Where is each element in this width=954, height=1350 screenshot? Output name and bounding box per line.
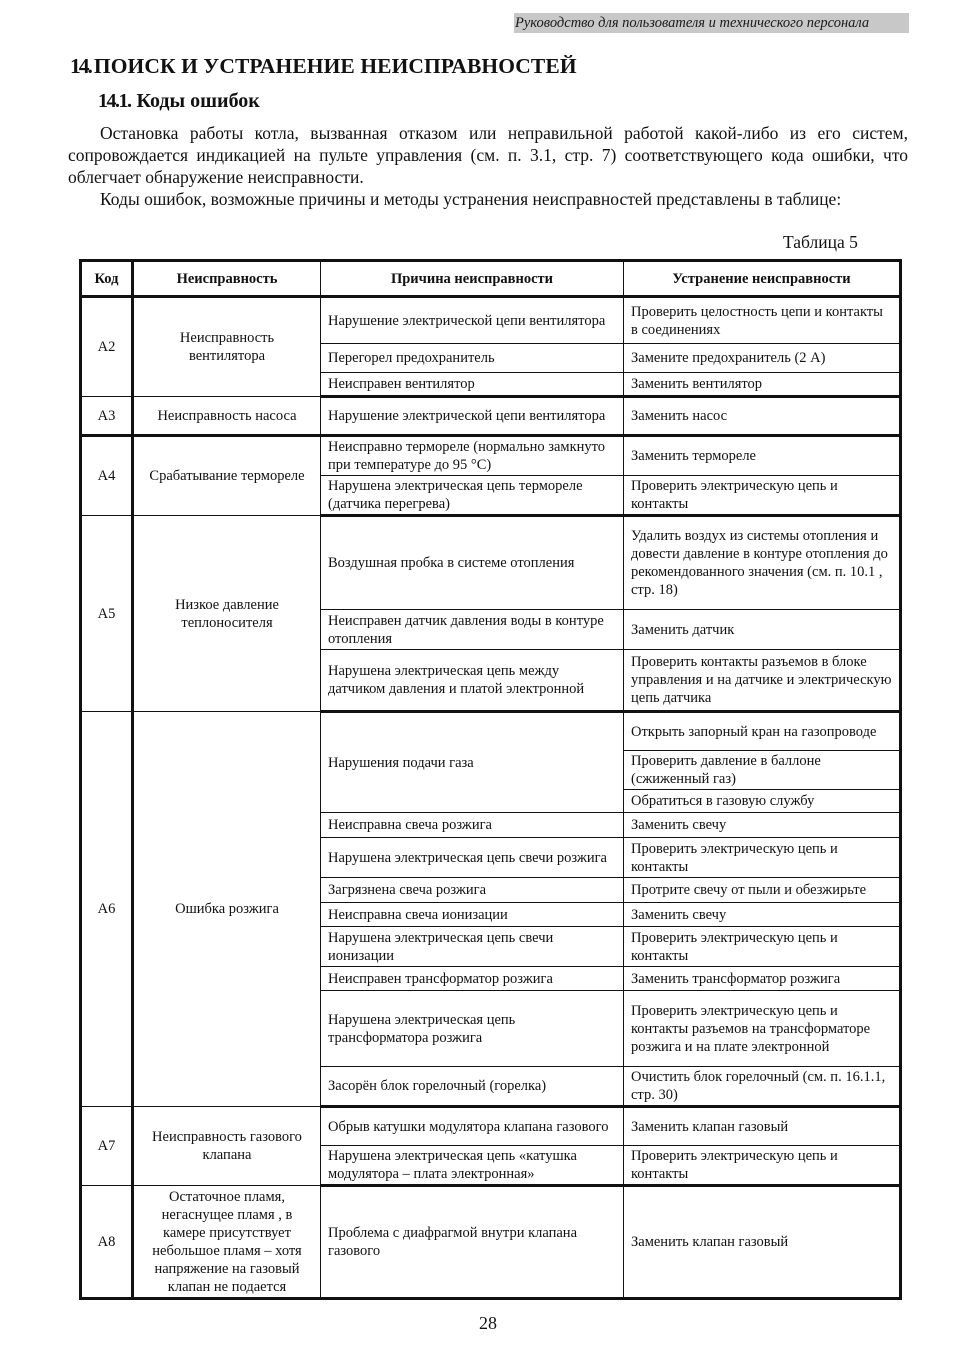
fault-name: Неисправность насоса: [133, 397, 321, 436]
cause-cell: Воздушная пробка в системе отопления: [321, 516, 624, 610]
running-header: Руководство для пользователя и технического персонала: [515, 15, 870, 31]
fix-cell: Проверить давление в баллоне (сжиженный газ): [624, 751, 901, 790]
fault-name: Неисправность газового клапана: [133, 1107, 321, 1186]
table-row: [81, 1107, 901, 1146]
cause-cell: Неисправен вентилятор: [321, 373, 624, 397]
cause-cell: Нарушена электрическая цепь термореле (датчика перегрева): [321, 476, 624, 516]
section-heading: [70, 54, 577, 79]
section-number: 14.: [70, 54, 91, 78]
table-row: [81, 1186, 901, 1299]
fix-cell: Обратиться в газовую службу: [624, 790, 901, 813]
cause-cell: Нарушена электрическая цепь между датчиком давления и платой электронной: [321, 650, 624, 712]
fix-cell: Проверить электрическую цепь и контакты: [624, 838, 901, 878]
header-fix: Устранение неисправности: [624, 261, 901, 297]
fault-name: Низкое давление теплоносителя: [133, 516, 321, 712]
fix-cell: Заменить клапан газовый: [624, 1107, 901, 1146]
fault-name: Срабатывание термореле: [133, 436, 321, 516]
subsection-title: Коды ошибок: [136, 90, 260, 112]
table-row: [81, 397, 901, 436]
cause-cell: Неисправна свеча розжига: [321, 813, 624, 838]
cause-cell: Засорён блок горелочный (горелка): [321, 1067, 624, 1107]
fix-cell: Удалить воздух из системы отопления и довести давление в контуре отопления до рекомендованного значения (см. п. 10.1 , стр. 18): [624, 516, 901, 610]
cause-cell: Проблема с диафрагмой внутри клапана газового: [321, 1186, 624, 1299]
cause-cell: Нарушена электрическая цепь свечи розжига: [321, 838, 624, 878]
section-title: ПОИСК И УСТРАНЕНИЕ НЕИСПРАВНОСТЕЙ: [93, 54, 577, 78]
header-cause: Причина неисправности: [321, 261, 624, 297]
fault-name: Неисправность вентилятора: [133, 297, 321, 397]
subsection-heading: [98, 90, 260, 113]
subsection-number: 14.1.: [98, 90, 131, 112]
error-code: А7: [81, 1107, 133, 1186]
fix-cell: Заменить насос: [624, 397, 901, 436]
fix-cell: Заменить свечу: [624, 903, 901, 927]
table-row: [81, 712, 901, 751]
fault-name: Остаточное пламя, негаснущее пламя , в камере присутствует небольшое пламя – хотя напряжение на газовый клапан не подается: [133, 1186, 321, 1299]
cause-cell: Нарушения подачи газа: [321, 712, 624, 813]
cause-cell: Неисправен датчик давления воды в контуре отопления: [321, 610, 624, 650]
fix-cell: Заменить свечу: [624, 813, 901, 838]
fix-cell: Проверить электрическую цепь и контакты: [624, 476, 901, 516]
page-number: 28: [479, 1313, 497, 1333]
fix-cell: Открыть запорный кран на газопроводе: [624, 712, 901, 751]
fix-cell: Проверить электрическую цепь и контакты: [624, 927, 901, 967]
fix-cell: Заменить термореле: [624, 436, 901, 476]
table-row: [81, 436, 901, 476]
fix-cell: Очистить блок горелочный (см. п. 16.1.1, стр. 30): [624, 1067, 901, 1107]
paragraph-intro: [68, 122, 908, 188]
cause-cell: Нарушение электрической цепи вентилятора: [321, 397, 624, 436]
fix-cell: Протрите свечу от пыли и обезжирьте: [624, 878, 901, 903]
error-code: А2: [81, 297, 133, 397]
header-fault: Неисправность: [133, 261, 321, 297]
table-row: [81, 516, 901, 610]
error-code: А5: [81, 516, 133, 712]
cause-cell: Неисправно термореле (нормально замкнуто при температуре до 95 °С): [321, 436, 624, 476]
error-code: А4: [81, 436, 133, 516]
cause-cell: Неисправна свеча ионизации: [321, 903, 624, 927]
paragraph-table-ref-text: Коды ошибок, возможные причины и методы устранения неисправностей представлены в таблице:: [100, 189, 842, 209]
cause-cell: Нарушена электрическая цепь «катушка модулятора – плата электронная»: [321, 1146, 624, 1186]
fix-cell: Замените предохранитель (2 А): [624, 344, 901, 373]
fix-cell: Проверить электрическую цепь и контакты разъемов на трансформаторе розжига и на плате электронной: [624, 991, 901, 1067]
error-codes-table: [79, 259, 902, 1300]
cause-cell: Неисправен трансформатор розжига: [321, 967, 624, 991]
cause-cell: Перегорел предохранитель: [321, 344, 624, 373]
table-caption: Таблица 5: [783, 232, 858, 252]
header-code: Код: [81, 261, 133, 297]
fix-cell: Проверить контакты разъемов в блоке управления и на датчике и электрическую цепь датчика: [624, 650, 901, 712]
fix-cell: Проверить целостность цепи и контакты в соединениях: [624, 297, 901, 344]
fix-cell: Заменить клапан газовый: [624, 1186, 901, 1299]
paragraph-intro-text: Остановка работы котла, вызванная отказом или неправильной работой какой-либо из его систем, сопровождается индикацией на пульте управления (см. п. 3.1, стр. 7) соответствующего кода ошибки, что облегчает обнаружение неисправности.: [68, 123, 908, 187]
cause-cell: Нарушена электрическая цепь трансформатора розжига: [321, 991, 624, 1067]
error-code: А8: [81, 1186, 133, 1299]
fault-name: Ошибка розжига: [133, 712, 321, 1107]
cause-cell: Обрыв катушки модулятора клапана газового: [321, 1107, 624, 1146]
table-header-row: [81, 261, 901, 297]
cause-cell: Загрязнена свеча розжига: [321, 878, 624, 903]
cause-cell: Нарушена электрическая цепь свечи ионизации: [321, 927, 624, 967]
fix-cell: Проверить электрическую цепь и контакты: [624, 1146, 901, 1186]
fix-cell: Заменить трансформатор розжига: [624, 967, 901, 991]
error-code: А3: [81, 397, 133, 436]
error-code: А6: [81, 712, 133, 1107]
table-row: [81, 297, 901, 344]
cause-cell: Нарушение электрической цепи вентилятора: [321, 297, 624, 344]
fix-cell: Заменить датчик: [624, 610, 901, 650]
paragraph-table-ref: [68, 188, 908, 210]
fix-cell: Заменить вентилятор: [624, 373, 901, 397]
